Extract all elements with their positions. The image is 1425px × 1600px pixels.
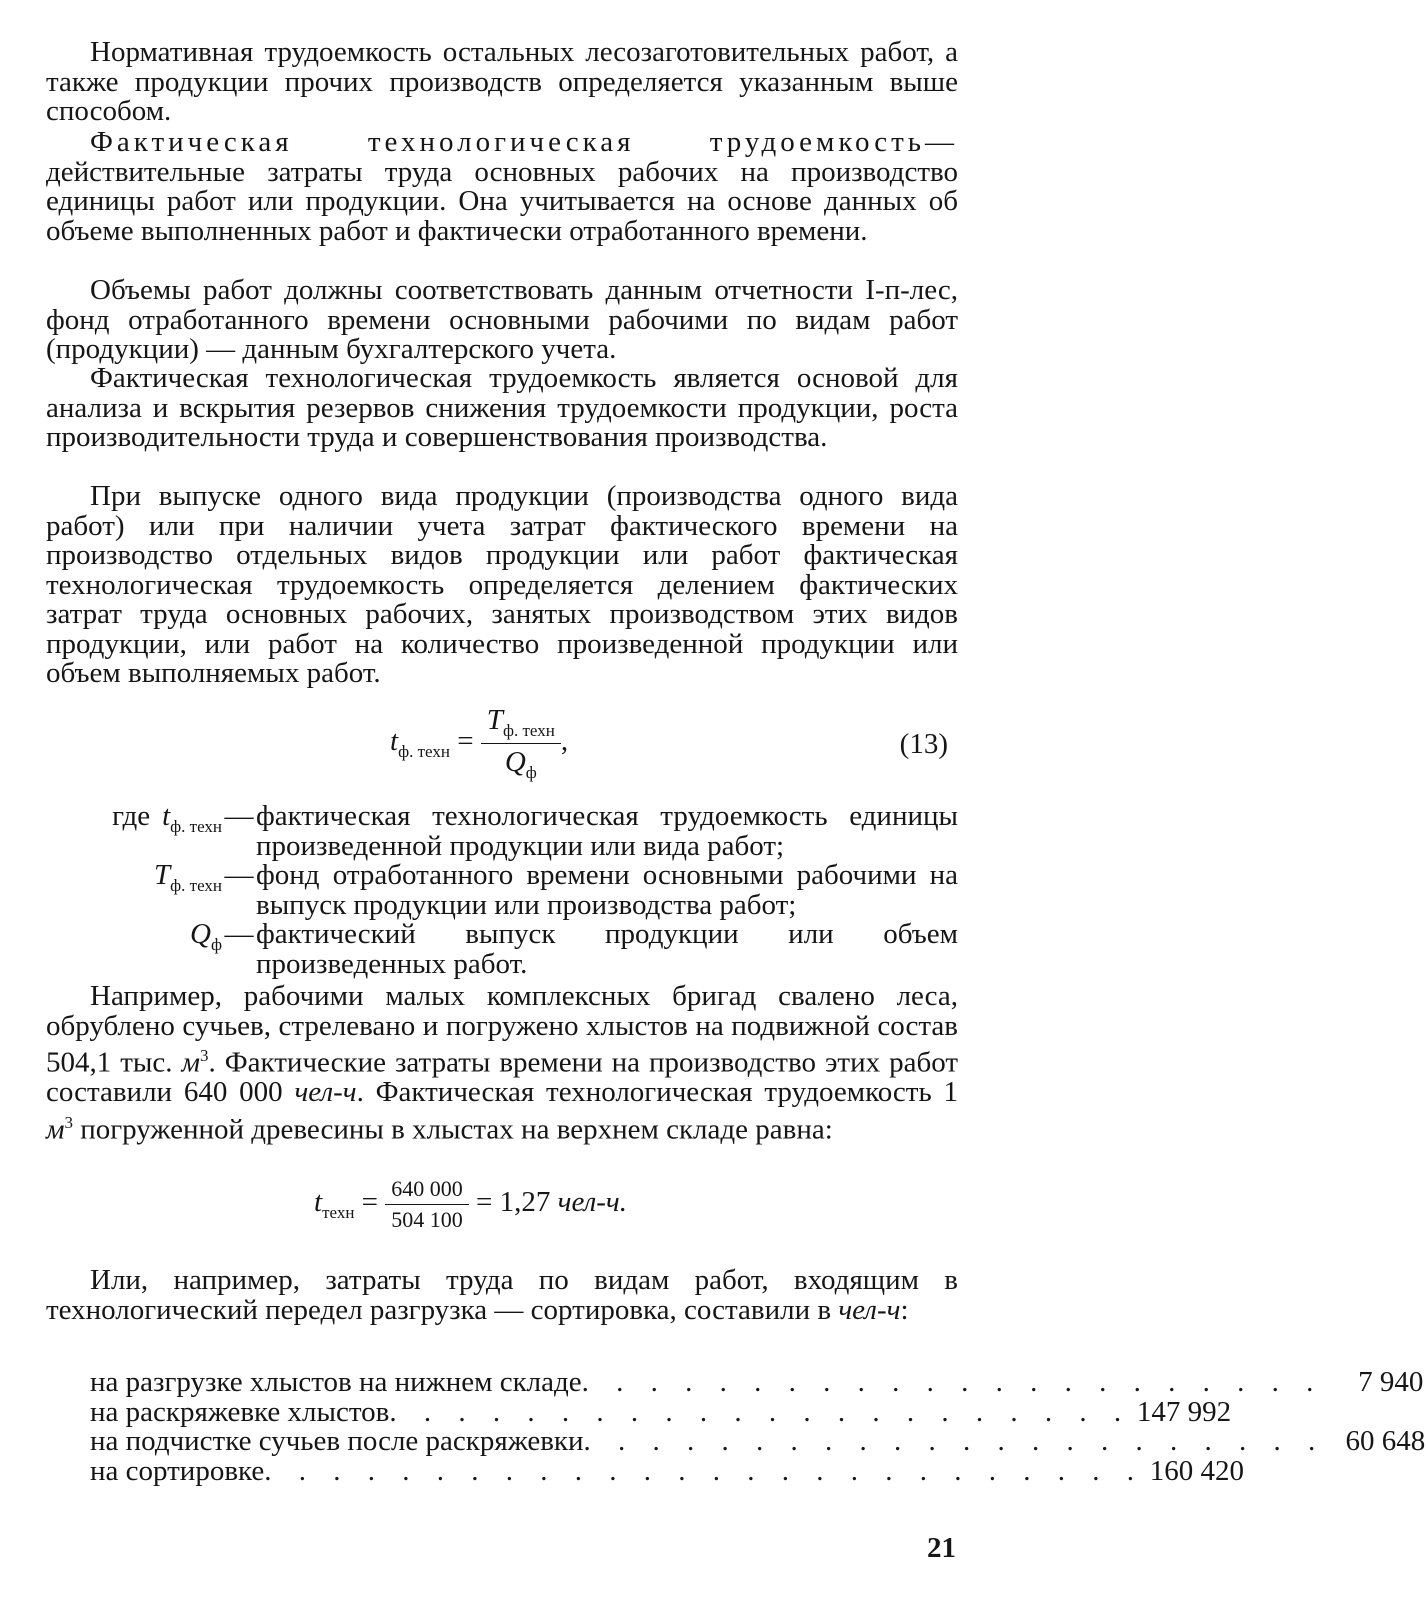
list-item: на раскряжевке хлыстов . . . . . . . . . . . . . . . . . . . . . . 147 992 [90,1395,1232,1428]
paragraph-actual-definition: Фактическая технологическая трудоемкость— действительные затраты труда основных рабочих на производство единицы работ или продукции. Она учитывается на основе данных об объеме выполненных работ и фактически отработанного времени. [46,126,958,247]
paragraph-single-product: При выпуске одного вида продукции (производства одного вида работ) или при наличии учета затрат фактического времени на производство отдельных видов продукции или работ фактическая технологическая трудоемкость определяется делением фактических затрат труда основных рабочих, занятых производством этих видов продукции, или работ на количество произведенной продукции или объем выполняемых работ. [46,480,958,689]
spaced-term: Фактическая технологическая трудоемкость— [90,126,958,158]
definition-row: $Q_ф$ — фактический выпуск продукции или объем произведенных работ. [190,918,958,980]
equation-number: (13) [899,728,948,760]
list-item: на сортировке . . . . . . . . . . . . . . . . . . . . . . . . . . 160 420 [90,1454,1245,1487]
paragraph-example-2: Или, например, затраты труда по видам работ, входящим в технологический передел разгрузка — сортировка, составили в чел-ч: [46,1264,958,1326]
costs-list [90,1366,1425,1487]
paragraph-volumes: Объемы работ должны соответствовать данным отчетности І-п-лес, фонд отработанного времени основными рабочими по видам работ (продукции) — данным бухгалтерского учета. [46,274,958,365]
where-word: где [112,800,151,832]
definition-row: где $t_{ф. техн}$ — фактическая технологическая трудоемкость единицы произведенной продукции или вида работ; [112,800,958,862]
paragraph-normative: Нормативная трудоемкость остальных лесозаготовительных работ, а также продукции прочих производств определяется указанным выше способом. [46,36,958,127]
formula-example: $t_{техн}$ = $\frac{640 000}{504 100}$ = 1,27 чел-ч. [314,1176,628,1232]
formula-13-fraction: $\frac{T_{ф. техн}}{Q_ф}$ [481,704,561,783]
page-number: 21 [927,1532,956,1564]
definitions-list [46,802,958,979]
formula-13: $t_{ф. техн}$ = $\frac{T_{ф. техн}}{Q_ф}$ , [390,704,569,782]
paragraph-analysis: Фактическая технологическая трудоемкость является основой для анализа и вскрытия резервов снижения трудоемкости продукции, роста производительности труда и совершенствования производства. [46,362,958,453]
paragraph-example-1: Например, рабочими малых комплексных бригад свалено леса, обрублено сучьев, стрелевано и погружено хлыстов на подвижной состав 504,1 тыс. $м^3$. Фактические затраты времени на производство этих работ составили 640 000 чел-ч. Фактическая технологическая трудоемкость 1 $м^3$ погруженной древесины в хлыстах на верхнем складе равна: [46,980,959,1146]
formula-example-fraction: $\frac{640 000}{504 100}$ [385,1176,469,1233]
list-item: на разгрузке хлыстов на нижнем складе . . . . . . . . . . . . . . . . . . . . . . 7 940 [90,1366,1424,1398]
list-item: на подчистке сучьев после раскряжевки . . . . . . . . . . . . . . . . . . . . . . 60 648 [90,1425,1425,1457]
definition-row: $T_{ф. техн}$ — фонд отработанного времени основными рабочими на выпуск продукции или производства работ; [153,859,958,921]
